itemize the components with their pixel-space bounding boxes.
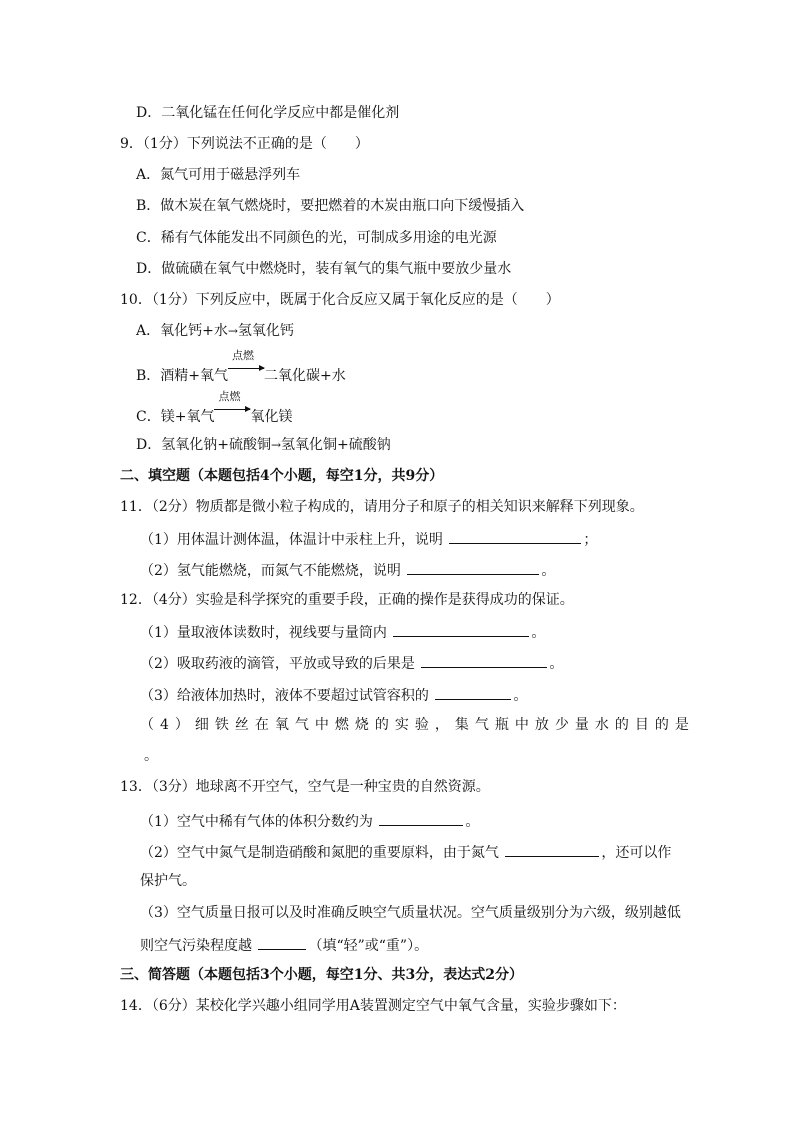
section-3-header: 三、简答题（本题包括3个小题，每空1分、共3分，表达式2分） bbox=[120, 967, 523, 983]
section-2-header: 二、填空题（本题包括4个小题，每空1分，共9分） bbox=[120, 468, 444, 484]
q9-option-a: A．氮气可用于磁悬浮列车 bbox=[136, 167, 301, 183]
q12-part-4: （4）细铁丝在氧气中燃烧的实验，集气瓶中放少量水的目的是 bbox=[140, 717, 695, 733]
arrow-icon bbox=[228, 368, 264, 369]
reaction-condition-arrow bbox=[214, 390, 250, 421]
q11-part-2: （2）氢气能燃烧，而氮气不能燃烧，说明 。 bbox=[140, 559, 555, 581]
q9-option-b: B．做木炭在氧气燃烧时，要把燃着的木炭由瓶口向下缓慢插入 bbox=[136, 198, 525, 214]
answer-blank[interactable] bbox=[393, 621, 529, 637]
q10-option-c bbox=[136, 390, 293, 427]
answer-blank[interactable] bbox=[505, 841, 599, 857]
q11-part-1: （1）用体温计测体温，体温计中汞柱上升，说明 ； bbox=[140, 528, 597, 550]
q9-stem: 9．（1分）下列说法不正确的是（ ） bbox=[120, 136, 369, 152]
q13-stem: 13．（3分）地球离不开空气，空气是一种宝贵的自然资源。 bbox=[120, 779, 490, 795]
arrow-icon bbox=[214, 409, 250, 410]
q13-part-2: （2）空气中氮气是制造硝酸和氮肥的重要原料，由于氮气 ，还可以作 bbox=[140, 841, 671, 863]
q10-b-products: 二氧化碳+水 bbox=[264, 368, 346, 384]
q11-stem: 11．（2分）物质都是微小粒子构成的，请用分子和原子的相关知识来解释下列现象。 bbox=[120, 499, 644, 515]
answer-blank[interactable] bbox=[407, 559, 539, 575]
q10-option-d bbox=[136, 435, 391, 455]
answer-blank[interactable] bbox=[379, 810, 463, 826]
q13-part-2-cont: 保护气。 bbox=[140, 873, 196, 889]
q9-option-c: C．稀有气体能发出不同颜色的光，可制成多用途的电光源 bbox=[136, 230, 497, 246]
q10-d-reactants: D．氢氧化钠+硫酸铜 bbox=[136, 437, 271, 453]
q13-part-3: （3）空气质量日报可以及时准确反映空气质量状况。空气质量级别分为六级，级别越低 bbox=[140, 905, 681, 921]
q10-b-reactants: B．酒精+氧气 bbox=[136, 368, 229, 384]
q10-c-products: 氧化镁 bbox=[250, 409, 293, 425]
q10-option-a bbox=[136, 321, 294, 341]
q10-a-products: 氢氧化钙 bbox=[237, 323, 294, 339]
condition-label: 点燃 bbox=[218, 390, 241, 403]
arrow-icon: → bbox=[227, 324, 238, 338]
q10-c-reactants: C．镁+氧气 bbox=[136, 409, 215, 425]
q12-part-3: （3）给液体加热时，液体不要超过试管容积的 。 bbox=[140, 684, 527, 706]
q12-stem: 12．（4分）实验是科学探究的重要手段，正确的操作是获得成功的保证。 bbox=[120, 592, 574, 608]
answer-blank[interactable] bbox=[258, 934, 306, 950]
q12-part-4-end: 。 bbox=[144, 748, 158, 764]
q12-part-2: （2）吸取药液的滴管，平放或导致的后果是 。 bbox=[140, 652, 563, 674]
q10-option-b bbox=[136, 349, 346, 386]
q10-a-reactants: A．氧化钙+水 bbox=[136, 323, 228, 339]
q10-stem: 10．（1分）下列反应中，既属于化合反应又属于氧化反应的是（ ） bbox=[120, 292, 560, 308]
answer-blank[interactable] bbox=[449, 528, 581, 544]
q13-part-1: （1）空气中稀有气体的体积分数约为 。 bbox=[140, 810, 479, 832]
q12-part-1: （1）量取液体读数时，视线要与量筒内 。 bbox=[140, 621, 545, 643]
q14-stem: 14．（6分）某校化学兴趣小组同学用A装置测定空气中氧气含量，实验步骤如下： bbox=[120, 998, 626, 1014]
q8-option-d: D．二氧化锰在任何化学反应中都是催化剂 bbox=[136, 105, 400, 121]
arrow-icon: → bbox=[270, 438, 282, 452]
answer-blank[interactable] bbox=[421, 652, 547, 668]
answer-blank[interactable] bbox=[435, 684, 511, 700]
q10-d-products: 氢氧化铜+硫酸钠 bbox=[281, 437, 391, 453]
condition-label: 点燃 bbox=[232, 349, 255, 362]
q13-part-3-cont: 则空气污染程度越 （填“轻”或“重”）。 bbox=[140, 934, 428, 956]
q9-option-d: D．做硫磺在氧气中燃烧时，装有氧气的集气瓶中要放少量水 bbox=[136, 261, 512, 277]
reaction-condition-arrow bbox=[228, 349, 264, 380]
